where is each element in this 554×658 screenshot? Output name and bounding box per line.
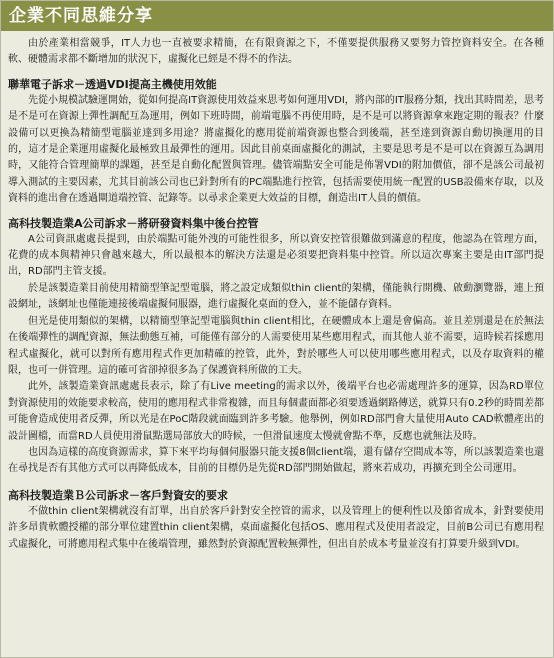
section-a-paragraph-1: A公司資訊處處長提到，由於端點可能外洩的可能性很多，所以資安控管很難做到滿意的程度，他認為在管理方面，花費的成本與精神只會越來越大，所以最根本的解決方法還是必須要把資料集中控管。所以這次專案主要是由IT部門提出，RD部門主管支援。 xyxy=(8,233,544,278)
section-heading-umc: 聯華電子訴求－透過VDI提高主機使用效能 xyxy=(8,77,217,91)
section-heading-company-b: 高科技製造業Ｂ公司訴求－客戶對資安的要求 xyxy=(8,488,228,502)
article-title: 企業不同思維分享 xyxy=(1,1,553,31)
section-heading-company-a: 高科技製造業A公司訴求－將研發資料集中後台控管 xyxy=(8,216,259,230)
section-a-paragraph-4: 此外，該製造業資訊處處長表示，除了有Live meeting的需求以外，後端平台也必需處理許多的運算，因為RD單位對資源使用的效能要求較高，使用的應用程式非常複雜，而且每個畫面都必須要透過網路傳送，就算只有0.2秒的時間差都可能會造成使用者反彈，所以光是在PoC階段就面臨到許多考驗。他舉例，例如RD部門會大量使用Auto CAD軟體產出的設計圖檔，而當RD人員使用滑鼠點選局部放大的時候，一但滑鼠速度太慢就會點不準，反應也就無法及時。 xyxy=(8,381,544,442)
article-body xyxy=(8,36,544,553)
section-b-paragraph: 不做thin client架構就沒有訂單，出自於客戶針對安全控管的需求，以及管理上的便利性以及節省成本，針對要使用許多昂貴軟體授權的部分單位建置thin client架構，桌面虛擬化包括OS、應用程式及使用者設定，目前B公司已有應用程式虛擬化，可將應用程式集中在後端管理，雖然對於資源配置較無彈性，但出自於成本考量並沒有打算要升級到VDI。 xyxy=(8,505,544,550)
intro-paragraph: 由於產業相當競爭，IT人力也一直被要求精簡，在有限資源之下，不僅要提供服務又要努力管控資料安全。在各種軟、硬體需求都不斷增加的狀況下，虛擬化已經是不得不的作法。 xyxy=(8,38,544,66)
section-a-paragraph-5: 也因為這樣的高度資源需求，算下來平均每個伺服器只能支援8個client端，還有儲存空間成本等，所以該製造業也還在尋找是否有其他方式可以再降低成本，目前的目標仍是先從RD部門開始做起，將來若成功，再擴充到全公司運用。 xyxy=(8,446,544,475)
section-a-paragraph-3: 但光是使用類似的架構，以精簡型筆記型電腦與thin client相比，在硬體成本上還是會偏高。並且差別還是在於無法在後端彈性的調配資源，無法動態互補，可能僅有部分的人需要使用某些應用程式，而其他人並不需要，這時候若採應用程式虛擬化，就可以對所有應用程式作更加精確的控管，此外，對於哪些人可以使用哪些應用程式，以及存取資料的權限，也可一併管理。這的確可省卻掉很多為了保護資料所做的工夫。 xyxy=(8,315,544,376)
section-umc-paragraph: 先從小規模試驗運開始，從如何提高IT資源使用效益來思考如何運用VDI，將內部的IT服務分類，找出其時間差，思考是不是可在資源上彈性調配互為運用，例如下班時間，前端電腦不再使用時，是不是可以將資源拿來跑定期的報表？什麼設備可以更換為精簡型電腦並達到多用途？將虛擬化的應用從前端資源也整合到後端，甚至達到資源自動切換運用的目的，這才是企業運用虛擬化最極致且最彈性的運用。因此目前桌面虛擬化的測試，主要是思考是不是可以在資源互為調用時，又能符合管理簡單的課題，甚至是自動化配置與管理。儘管端點安全可能是佈署VDI的附加價值，卻不是該公司最初導入測試的主要因素，尤其目前該公司也已針對所有的PC端點進行控管，包括需要使用統一配置的USB設備來存取，以及資料的進出會在透過閘道端控管、記錄等。以尋求企業更大效益的目標，創造出IT人員的價值。 xyxy=(8,94,544,205)
section-a-paragraph-2: 於是該製造業目前使用精簡型筆記型電腦，將之設定成類似thin client的架構，僅能執行開機、啟動瀏覽器，連上預設網址，該網址也僅能連接後端虛擬伺服器，進行虛擬化桌面的登入，並不能儲存資料。 xyxy=(8,282,544,311)
